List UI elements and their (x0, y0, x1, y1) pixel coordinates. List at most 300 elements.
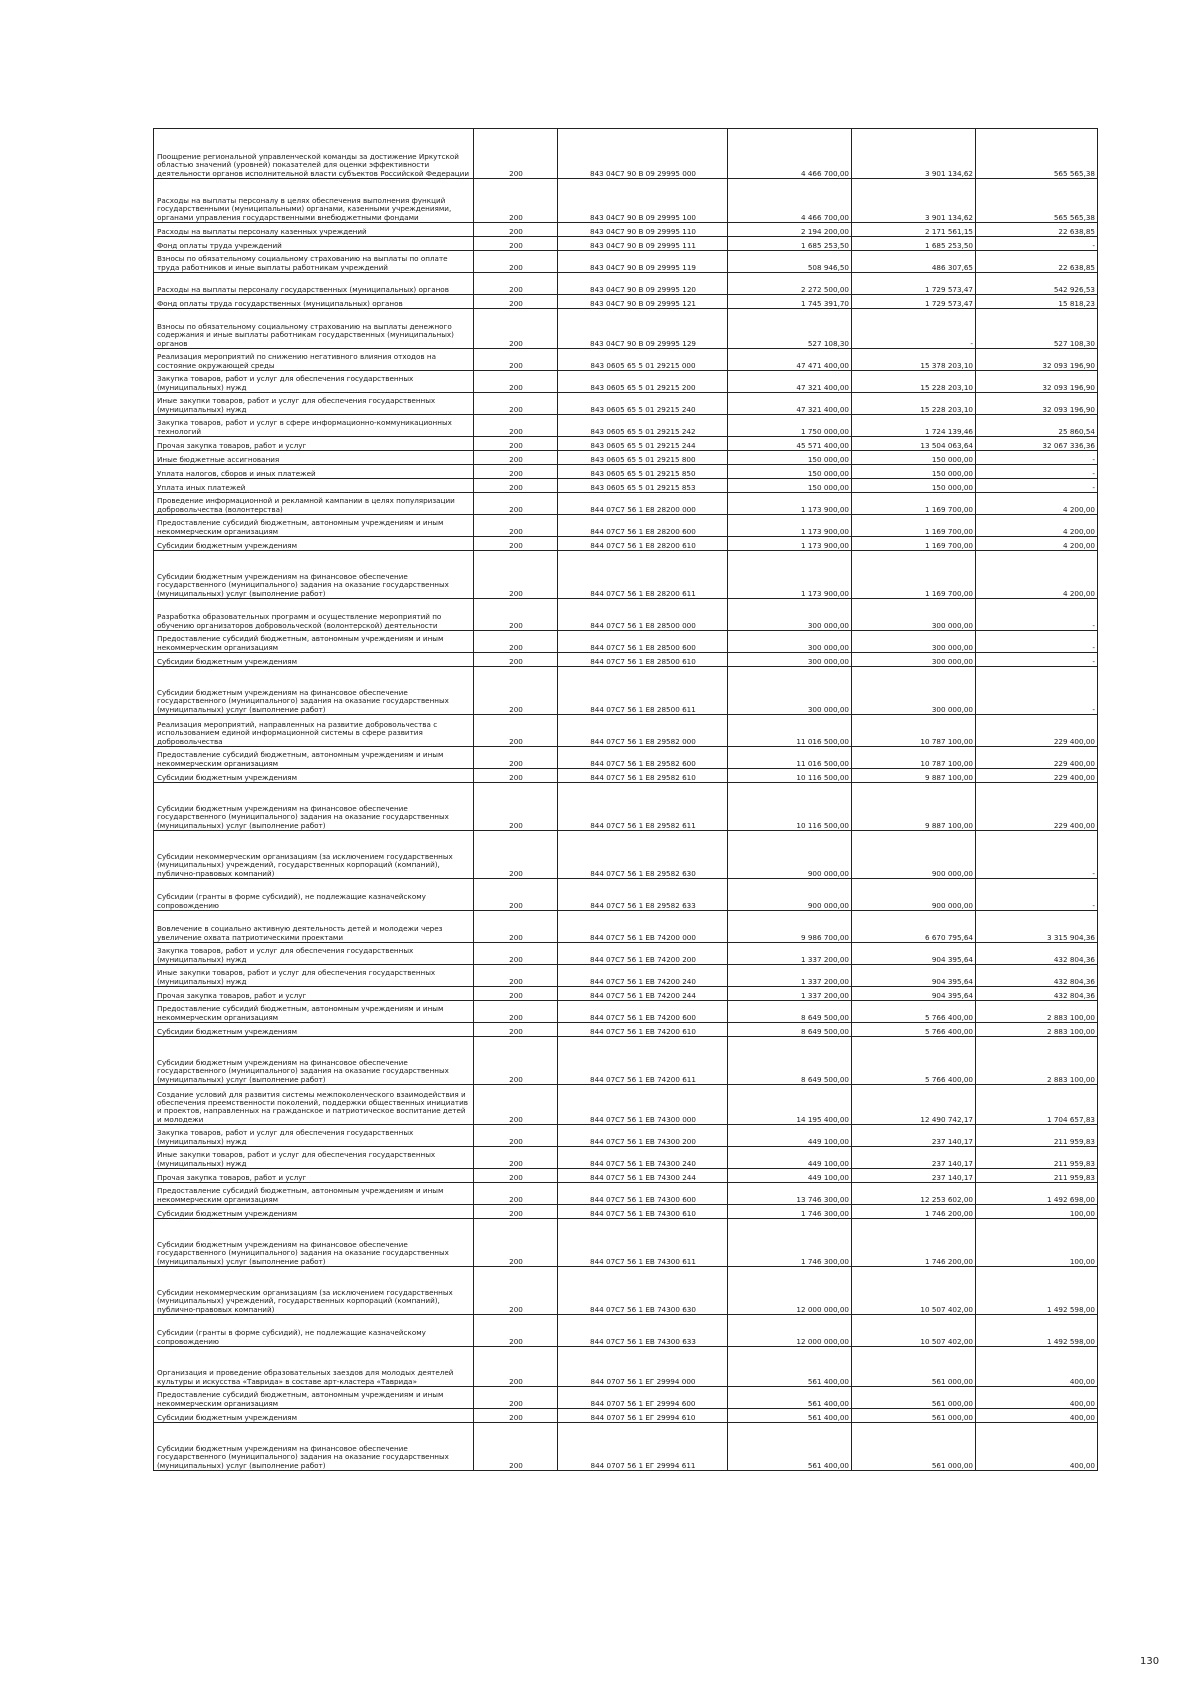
row-code-cell: 200 (474, 371, 558, 393)
row-plan-cell: 10 116 500,00 (728, 769, 852, 783)
row-code-cell: 200 (474, 273, 558, 295)
row-fact-cell: 900 000,00 (852, 831, 976, 879)
table-row (154, 1205, 1098, 1219)
row-plan-cell: 4 466 700,00 (728, 179, 852, 223)
row-kbk-cell: 844 07С7 56 1 Е8 28500 000 (558, 599, 728, 631)
row-code-cell: 200 (474, 715, 558, 747)
table-row (154, 783, 1098, 831)
row-plan-cell: 47 321 400,00 (728, 393, 852, 415)
row-rest-cell: 229 400,00 (976, 783, 1098, 831)
table-row (154, 393, 1098, 415)
row-code-cell: 200 (474, 1085, 558, 1125)
row-rest-cell: 100,00 (976, 1219, 1098, 1267)
row-code-cell: 200 (474, 1219, 558, 1267)
row-name-cell: Фонд оплаты труда учреждений (154, 237, 474, 251)
row-name-cell: Субсидии бюджетным учреждениям на финансовое обеспечение государственного (муниципального) задания на оказание государственных (муниципальных) услуг (выполнение работ) (154, 1423, 474, 1471)
row-code-cell: 200 (474, 987, 558, 1001)
row-rest-cell: - (976, 667, 1098, 715)
row-code-cell: 200 (474, 653, 558, 667)
row-name-cell: Вовлечение в социально активную деятельность детей и молодежи через увеличение охвата патриотическими проектами (154, 911, 474, 943)
row-code-cell: 200 (474, 1347, 558, 1387)
row-code-cell: 200 (474, 783, 558, 831)
row-kbk-cell: 843 04С7 90 В 09 29995 121 (558, 295, 728, 309)
row-code-cell: 200 (474, 1147, 558, 1169)
row-rest-cell: - (976, 479, 1098, 493)
row-fact-cell: 3 901 134,62 (852, 129, 976, 179)
row-plan-cell: 13 746 300,00 (728, 1183, 852, 1205)
row-kbk-cell: 844 07С7 56 1 Е8 28200 000 (558, 493, 728, 515)
row-name-cell: Взносы по обязательному социальному страхованию на выплаты по оплате труда работников и иные выплаты работникам учреждений (154, 251, 474, 273)
row-fact-cell: 237 140,17 (852, 1169, 976, 1183)
row-fact-cell: 561 000,00 (852, 1409, 976, 1423)
row-name-cell: Субсидии бюджетным учреждениям (154, 537, 474, 551)
row-code-cell: 200 (474, 1387, 558, 1409)
row-plan-cell: 8 649 500,00 (728, 1037, 852, 1085)
row-rest-cell: 1 492 698,00 (976, 1183, 1098, 1205)
row-kbk-cell: 844 07С7 56 1 Е8 29582 630 (558, 831, 728, 879)
row-plan-cell: 300 000,00 (728, 653, 852, 667)
row-code-cell: 200 (474, 911, 558, 943)
row-name-cell: Закупка товаров, работ и услуг для обеспечения государственных (муниципальных) нужд (154, 1125, 474, 1147)
row-rest-cell: 400,00 (976, 1387, 1098, 1409)
table-row (154, 1347, 1098, 1387)
row-rest-cell: 432 804,36 (976, 965, 1098, 987)
row-fact-cell: 5 766 400,00 (852, 1001, 976, 1023)
row-fact-cell: 10 507 402,00 (852, 1267, 976, 1315)
row-kbk-cell: 844 0707 56 1 ЕГ 29994 611 (558, 1423, 728, 1471)
table-row (154, 179, 1098, 223)
row-name-cell: Расходы на выплаты персоналу в целях обеспечения выполнения функций государственными (муниципальными) органами, казенными учреждениями, органами управления государственными внебюджетными фондами (154, 179, 474, 223)
row-plan-cell: 449 100,00 (728, 1169, 852, 1183)
row-kbk-cell: 844 0707 56 1 ЕГ 29994 600 (558, 1387, 728, 1409)
row-rest-cell: 229 400,00 (976, 715, 1098, 747)
table-row (154, 715, 1098, 747)
row-name-cell: Уплата налогов, сборов и иных платежей (154, 465, 474, 479)
row-rest-cell: 211 959,83 (976, 1147, 1098, 1169)
row-rest-cell: 4 200,00 (976, 493, 1098, 515)
row-rest-cell: 432 804,36 (976, 987, 1098, 1001)
row-plan-cell: 1 685 253,50 (728, 237, 852, 251)
row-kbk-cell: 844 07С7 56 1 Е8 29582 633 (558, 879, 728, 911)
row-code-cell: 200 (474, 667, 558, 715)
row-kbk-cell: 843 0605 65 5 01 29215 200 (558, 371, 728, 393)
row-plan-cell: 561 400,00 (728, 1409, 852, 1423)
row-name-cell: Субсидии бюджетным учреждениям (154, 653, 474, 667)
table-row (154, 911, 1098, 943)
row-kbk-cell: 844 07С7 56 1 Е8 28200 610 (558, 537, 728, 551)
row-code-cell: 200 (474, 747, 558, 769)
row-name-cell: Уплата иных платежей (154, 479, 474, 493)
row-rest-cell: 400,00 (976, 1409, 1098, 1423)
row-fact-cell: 300 000,00 (852, 631, 976, 653)
row-fact-cell: 150 000,00 (852, 451, 976, 465)
row-kbk-cell: 843 0605 65 5 01 29215 242 (558, 415, 728, 437)
row-name-cell: Иные закупки товаров, работ и услуг для обеспечения государственных (муниципальных) нужд (154, 393, 474, 415)
row-rest-cell: 2 883 100,00 (976, 1001, 1098, 1023)
row-code-cell: 200 (474, 415, 558, 437)
row-plan-cell: 300 000,00 (728, 599, 852, 631)
row-plan-cell: 561 400,00 (728, 1387, 852, 1409)
row-plan-cell: 1 173 900,00 (728, 493, 852, 515)
row-plan-cell: 150 000,00 (728, 451, 852, 465)
row-kbk-cell: 844 07С7 56 1 Е8 29582 000 (558, 715, 728, 747)
row-code-cell: 200 (474, 1183, 558, 1205)
table-row (154, 1219, 1098, 1267)
row-plan-cell: 9 986 700,00 (728, 911, 852, 943)
row-fact-cell: 561 000,00 (852, 1423, 976, 1471)
row-fact-cell: 1 685 253,50 (852, 237, 976, 251)
row-plan-cell: 2 194 200,00 (728, 223, 852, 237)
row-plan-cell: 300 000,00 (728, 667, 852, 715)
row-fact-cell: 5 766 400,00 (852, 1023, 976, 1037)
row-plan-cell: 4 466 700,00 (728, 129, 852, 179)
table-row (154, 1001, 1098, 1023)
row-code-cell: 200 (474, 479, 558, 493)
row-code-cell: 200 (474, 451, 558, 465)
row-name-cell: Расходы на выплаты персоналу казенных учреждений (154, 223, 474, 237)
row-rest-cell: - (976, 451, 1098, 465)
row-fact-cell: 6 670 795,64 (852, 911, 976, 943)
row-kbk-cell: 844 07С7 56 1 ЕВ 74300 200 (558, 1125, 728, 1147)
row-kbk-cell: 843 04С7 90 В 09 29995 100 (558, 179, 728, 223)
row-kbk-cell: 843 0605 65 5 01 29215 853 (558, 479, 728, 493)
row-code-cell: 200 (474, 251, 558, 273)
row-rest-cell: 1 492 598,00 (976, 1315, 1098, 1347)
row-name-cell: Реализация мероприятий, направленных на развитие добровольчества с использованием единой информационной системы в сфере развития добровольчества (154, 715, 474, 747)
row-plan-cell: 12 000 000,00 (728, 1315, 852, 1347)
row-code-cell: 200 (474, 1125, 558, 1147)
row-kbk-cell: 844 07С7 56 1 Е8 28500 610 (558, 653, 728, 667)
row-name-cell: Предоставление субсидий бюджетным, автономным учреждениям и иным некоммерческим организациям (154, 1183, 474, 1205)
row-name-cell: Иные закупки товаров, работ и услуг для обеспечения государственных (муниципальных) нужд (154, 1147, 474, 1169)
row-name-cell: Иные закупки товаров, работ и услуг для обеспечения государственных (муниципальных) нужд (154, 965, 474, 987)
page-number: 130 (1140, 1656, 1160, 1667)
table-row (154, 223, 1098, 237)
table-row (154, 653, 1098, 667)
row-rest-cell: - (976, 631, 1098, 653)
table-row (154, 437, 1098, 451)
row-code-cell: 200 (474, 223, 558, 237)
row-plan-cell: 1 337 200,00 (728, 987, 852, 1001)
row-kbk-cell: 844 07С7 56 1 Е8 29582 600 (558, 747, 728, 769)
table-row (154, 273, 1098, 295)
row-fact-cell: 237 140,17 (852, 1147, 976, 1169)
row-kbk-cell: 843 0605 65 5 01 29215 850 (558, 465, 728, 479)
table-row (154, 1085, 1098, 1125)
row-fact-cell: 561 000,00 (852, 1387, 976, 1409)
row-fact-cell: 237 140,17 (852, 1125, 976, 1147)
row-kbk-cell: 843 04С7 90 В 09 29995 000 (558, 129, 728, 179)
row-rest-cell: 100,00 (976, 1205, 1098, 1219)
row-rest-cell: 4 200,00 (976, 515, 1098, 537)
row-code-cell: 200 (474, 1169, 558, 1183)
row-fact-cell: 561 000,00 (852, 1347, 976, 1387)
table-row (154, 599, 1098, 631)
table-row (154, 493, 1098, 515)
row-fact-cell: 12 253 602,00 (852, 1183, 976, 1205)
row-kbk-cell: 844 07С7 56 1 ЕВ 74300 000 (558, 1085, 728, 1125)
table-row (154, 129, 1098, 179)
row-kbk-cell: 844 07С7 56 1 Е8 28200 600 (558, 515, 728, 537)
row-rest-cell: 211 959,83 (976, 1169, 1098, 1183)
row-plan-cell: 47 471 400,00 (728, 349, 852, 371)
row-name-cell: Расходы на выплаты персоналу государственных (муниципальных) органов (154, 273, 474, 295)
row-plan-cell: 561 400,00 (728, 1347, 852, 1387)
row-kbk-cell: 844 07С7 56 1 Е8 29582 610 (558, 769, 728, 783)
row-rest-cell: - (976, 831, 1098, 879)
table-row (154, 879, 1098, 911)
row-code-cell: 200 (474, 1023, 558, 1037)
row-plan-cell: 1 337 200,00 (728, 943, 852, 965)
row-code-cell: 200 (474, 1423, 558, 1471)
row-fact-cell: 1 746 200,00 (852, 1205, 976, 1219)
row-code-cell: 200 (474, 1001, 558, 1023)
row-fact-cell: 300 000,00 (852, 653, 976, 667)
row-plan-cell: 150 000,00 (728, 479, 852, 493)
row-code-cell: 200 (474, 831, 558, 879)
row-plan-cell: 10 116 500,00 (728, 783, 852, 831)
row-rest-cell: 32 093 196,90 (976, 371, 1098, 393)
row-code-cell: 200 (474, 295, 558, 309)
row-kbk-cell: 844 07С7 56 1 ЕВ 74200 000 (558, 911, 728, 943)
row-rest-cell: 3 315 904,36 (976, 911, 1098, 943)
row-rest-cell: 400,00 (976, 1423, 1098, 1471)
row-code-cell: 200 (474, 179, 558, 223)
row-fact-cell: 3 901 134,62 (852, 179, 976, 223)
row-name-cell: Прочая закупка товаров, работ и услуг (154, 987, 474, 1001)
row-rest-cell: - (976, 879, 1098, 911)
row-kbk-cell: 843 0605 65 5 01 29215 240 (558, 393, 728, 415)
table-row (154, 747, 1098, 769)
row-name-cell: Субсидии (гранты в форме субсидий), не подлежащие казначейскому сопровождению (154, 1315, 474, 1347)
row-fact-cell: 15 228 203,10 (852, 393, 976, 415)
row-rest-cell: 32 067 336,36 (976, 437, 1098, 451)
row-code-cell: 200 (474, 465, 558, 479)
row-fact-cell: 15 228 203,10 (852, 371, 976, 393)
row-kbk-cell: 844 07С7 56 1 ЕВ 74300 630 (558, 1267, 728, 1315)
row-code-cell: 200 (474, 493, 558, 515)
row-plan-cell: 1 745 391,70 (728, 295, 852, 309)
row-kbk-cell: 844 0707 56 1 ЕГ 29994 000 (558, 1347, 728, 1387)
row-kbk-cell: 843 04С7 90 В 09 29995 111 (558, 237, 728, 251)
row-plan-cell: 8 649 500,00 (728, 1023, 852, 1037)
row-name-cell: Предоставление субсидий бюджетным, автономным учреждениям и иным некоммерческим организациям (154, 1001, 474, 1023)
row-kbk-cell: 844 0707 56 1 ЕГ 29994 610 (558, 1409, 728, 1423)
table-row (154, 415, 1098, 437)
row-fact-cell: 2 171 561,15 (852, 223, 976, 237)
row-plan-cell: 508 946,50 (728, 251, 852, 273)
row-name-cell: Закупка товаров, работ и услуг для обеспечения государственных (муниципальных) нужд (154, 943, 474, 965)
row-kbk-cell: 844 07С7 56 1 ЕВ 74300 610 (558, 1205, 728, 1219)
row-plan-cell: 11 016 500,00 (728, 747, 852, 769)
row-name-cell: Закупка товаров, работ и услуг для обеспечения государственных (муниципальных) нужд (154, 371, 474, 393)
row-rest-cell: - (976, 465, 1098, 479)
row-kbk-cell: 843 04С7 90 В 09 29995 119 (558, 251, 728, 273)
row-fact-cell: 486 307,65 (852, 251, 976, 273)
row-plan-cell: 527 108,30 (728, 309, 852, 349)
row-code-cell: 200 (474, 1205, 558, 1219)
row-fact-cell: 1 169 700,00 (852, 551, 976, 599)
row-rest-cell: 4 200,00 (976, 551, 1098, 599)
row-code-cell: 200 (474, 437, 558, 451)
row-kbk-cell: 843 0605 65 5 01 29215 244 (558, 437, 728, 451)
row-plan-cell: 1 750 000,00 (728, 415, 852, 437)
table-row (154, 667, 1098, 715)
row-rest-cell: 32 093 196,90 (976, 349, 1098, 371)
row-kbk-cell: 844 07С7 56 1 Е8 28500 611 (558, 667, 728, 715)
row-fact-cell: 300 000,00 (852, 667, 976, 715)
table-row (154, 251, 1098, 273)
table-row (154, 465, 1098, 479)
table-row (154, 371, 1098, 393)
table-row (154, 1023, 1098, 1037)
row-name-cell: Субсидии бюджетным учреждениям на финансовое обеспечение государственного (муниципального) задания на оказание государственных (муниципальных) услуг (выполнение работ) (154, 667, 474, 715)
table-row (154, 1409, 1098, 1423)
row-fact-cell: 15 378 203,10 (852, 349, 976, 371)
row-name-cell: Фонд оплаты труда государственных (муниципальных) органов (154, 295, 474, 309)
table-row (154, 349, 1098, 371)
row-code-cell: 200 (474, 943, 558, 965)
row-code-cell: 200 (474, 515, 558, 537)
row-kbk-cell: 844 07С7 56 1 ЕВ 74200 611 (558, 1037, 728, 1085)
table-row (154, 1169, 1098, 1183)
row-plan-cell: 14 195 400,00 (728, 1085, 852, 1125)
table-row (154, 1037, 1098, 1085)
row-kbk-cell: 843 04С7 90 В 09 29995 129 (558, 309, 728, 349)
row-kbk-cell: 844 07С7 56 1 ЕВ 74300 633 (558, 1315, 728, 1347)
row-fact-cell: 10 787 100,00 (852, 747, 976, 769)
row-code-cell: 200 (474, 551, 558, 599)
row-fact-cell: 904 395,64 (852, 943, 976, 965)
row-plan-cell: 300 000,00 (728, 631, 852, 653)
row-rest-cell: 432 804,36 (976, 943, 1098, 965)
row-code-cell: 200 (474, 309, 558, 349)
row-fact-cell: 1 169 700,00 (852, 537, 976, 551)
row-kbk-cell: 844 07С7 56 1 ЕВ 74200 244 (558, 987, 728, 1001)
row-name-cell: Предоставление субсидий бюджетным, автономным учреждениям и иным некоммерческим организациям (154, 515, 474, 537)
row-fact-cell: 9 887 100,00 (852, 783, 976, 831)
row-code-cell: 200 (474, 1037, 558, 1085)
row-name-cell: Субсидии бюджетным учреждениям (154, 769, 474, 783)
row-fact-cell: 10 507 402,00 (852, 1315, 976, 1347)
table-row (154, 769, 1098, 783)
row-fact-cell: 300 000,00 (852, 599, 976, 631)
row-code-cell: 200 (474, 349, 558, 371)
row-rest-cell: - (976, 237, 1098, 251)
table-row (154, 965, 1098, 987)
row-rest-cell: 32 093 196,90 (976, 393, 1098, 415)
row-name-cell: Разработка образовательных программ и осуществление мероприятий по обучению организаторов добровольческой (волонтерской) деятельности (154, 599, 474, 631)
row-code-cell: 200 (474, 393, 558, 415)
row-fact-cell: 1 729 573,47 (852, 273, 976, 295)
row-name-cell: Проведение информационной и рекламной кампании в целях популяризации добровольчества (волонтерства) (154, 493, 474, 515)
row-name-cell: Субсидии бюджетным учреждениям (154, 1205, 474, 1219)
row-kbk-cell: 844 07С7 56 1 ЕВ 74300 240 (558, 1147, 728, 1169)
row-name-cell: Субсидии бюджетным учреждениям на финансовое обеспечение государственного (муниципального) задания на оказание государственных (муниципальных) услуг (выполнение работ) (154, 1219, 474, 1267)
table-row (154, 987, 1098, 1001)
row-plan-cell: 150 000,00 (728, 465, 852, 479)
row-code-cell: 200 (474, 769, 558, 783)
row-code-cell: 200 (474, 129, 558, 179)
table-row (154, 1147, 1098, 1169)
row-fact-cell: 150 000,00 (852, 479, 976, 493)
row-plan-cell: 561 400,00 (728, 1423, 852, 1471)
row-name-cell: Предоставление субсидий бюджетным, автономным учреждениям и иным некоммерческим организациям (154, 1387, 474, 1409)
row-name-cell: Создание условий для развития системы межпоколенческого взаимодействия и обеспечения преемственности поколений, поддержки общественных инициатив и проектов, направленных на гражданское и патриотическое воспитание детей и молодежи (154, 1085, 474, 1125)
row-code-cell: 200 (474, 631, 558, 653)
row-plan-cell: 45 571 400,00 (728, 437, 852, 451)
row-fact-cell: 1 169 700,00 (852, 493, 976, 515)
row-name-cell: Организация и проведение образовательных заездов для молодых деятелей культуры и искусства «Таврида» в составе арт-кластера «Таврида» (154, 1347, 474, 1387)
row-plan-cell: 900 000,00 (728, 831, 852, 879)
row-kbk-cell: 844 07С7 56 1 ЕВ 74200 240 (558, 965, 728, 987)
row-name-cell: Субсидии бюджетным учреждениям на финансовое обеспечение государственного (муниципального) задания на оказание государственных (муниципальных) услуг (выполнение работ) (154, 1037, 474, 1085)
row-name-cell: Субсидии бюджетным учреждениям на финансовое обеспечение государственного (муниципального) задания на оказание государственных (муниципальных) услуг (выполнение работ) (154, 783, 474, 831)
row-plan-cell: 1 337 200,00 (728, 965, 852, 987)
row-rest-cell: 15 818,23 (976, 295, 1098, 309)
row-rest-cell: 22 638,85 (976, 251, 1098, 273)
row-rest-cell: 400,00 (976, 1347, 1098, 1387)
budget-sheet (153, 128, 1097, 1471)
row-fact-cell: 12 490 742,17 (852, 1085, 976, 1125)
row-plan-cell: 1 173 900,00 (728, 515, 852, 537)
row-fact-cell: 13 504 063,64 (852, 437, 976, 451)
table-row (154, 1267, 1098, 1315)
table-row (154, 1315, 1098, 1347)
row-code-cell: 200 (474, 879, 558, 911)
row-fact-cell: 904 395,64 (852, 965, 976, 987)
row-name-cell: Поощрение региональной управленческой команды за достижение Иркутской областью значений (уровней) показателей для оценки эффективности деятельности органов исполнительной власти субъектов Российской Федерации (154, 129, 474, 179)
row-fact-cell: 1 169 700,00 (852, 515, 976, 537)
row-fact-cell: 1 746 200,00 (852, 1219, 976, 1267)
table-row (154, 537, 1098, 551)
row-kbk-cell: 844 07С7 56 1 ЕВ 74300 244 (558, 1169, 728, 1183)
row-rest-cell: - (976, 599, 1098, 631)
table-row (154, 1387, 1098, 1409)
row-kbk-cell: 844 07С7 56 1 Е8 28500 600 (558, 631, 728, 653)
row-plan-cell: 12 000 000,00 (728, 1267, 852, 1315)
row-name-cell: Субсидии бюджетным учреждениям (154, 1409, 474, 1423)
budget-table (153, 128, 1098, 1471)
row-kbk-cell: 843 04С7 90 В 09 29995 120 (558, 273, 728, 295)
row-rest-cell: 527 108,30 (976, 309, 1098, 349)
table-row (154, 1125, 1098, 1147)
row-kbk-cell: 844 07С7 56 1 ЕВ 74200 600 (558, 1001, 728, 1023)
table-row (154, 1183, 1098, 1205)
row-plan-cell: 2 272 500,00 (728, 273, 852, 295)
row-rest-cell: 1 492 598,00 (976, 1267, 1098, 1315)
row-plan-cell: 900 000,00 (728, 879, 852, 911)
row-code-cell: 200 (474, 965, 558, 987)
row-name-cell: Предоставление субсидий бюджетным, автономным учреждениям и иным некоммерческим организациям (154, 631, 474, 653)
row-name-cell: Субсидии некоммерческим организациям (за исключением государственных (муниципальных) учреждений, государственных корпораций (компаний), публично-правовых компаний) (154, 831, 474, 879)
row-plan-cell: 1 173 900,00 (728, 537, 852, 551)
row-name-cell: Субсидии бюджетным учреждениям на финансовое обеспечение государственного (муниципального) задания на оказание государственных (муниципальных) услуг (выполнение работ) (154, 551, 474, 599)
budget-table-body (154, 129, 1098, 1471)
row-rest-cell: 2 883 100,00 (976, 1023, 1098, 1037)
table-row (154, 551, 1098, 599)
row-kbk-cell: 843 0605 65 5 01 29215 800 (558, 451, 728, 465)
row-name-cell: Субсидии некоммерческим организациям (за исключением государственных (муниципальных) учреждений, государственных корпораций (компаний), публично-правовых компаний) (154, 1267, 474, 1315)
table-row (154, 309, 1098, 349)
row-name-cell: Иные бюджетные ассигнования (154, 451, 474, 465)
row-fact-cell: 1 724 139,46 (852, 415, 976, 437)
row-name-cell: Взносы по обязательному социальному страхованию на выплаты денежного содержания и иные выплаты работникам государственных (муниципальных) органов (154, 309, 474, 349)
row-name-cell: Субсидии бюджетным учреждениям (154, 1023, 474, 1037)
row-kbk-cell: 844 07С7 56 1 Е8 28200 611 (558, 551, 728, 599)
row-rest-cell: 1 704 657,83 (976, 1085, 1098, 1125)
row-rest-cell: 229 400,00 (976, 747, 1098, 769)
